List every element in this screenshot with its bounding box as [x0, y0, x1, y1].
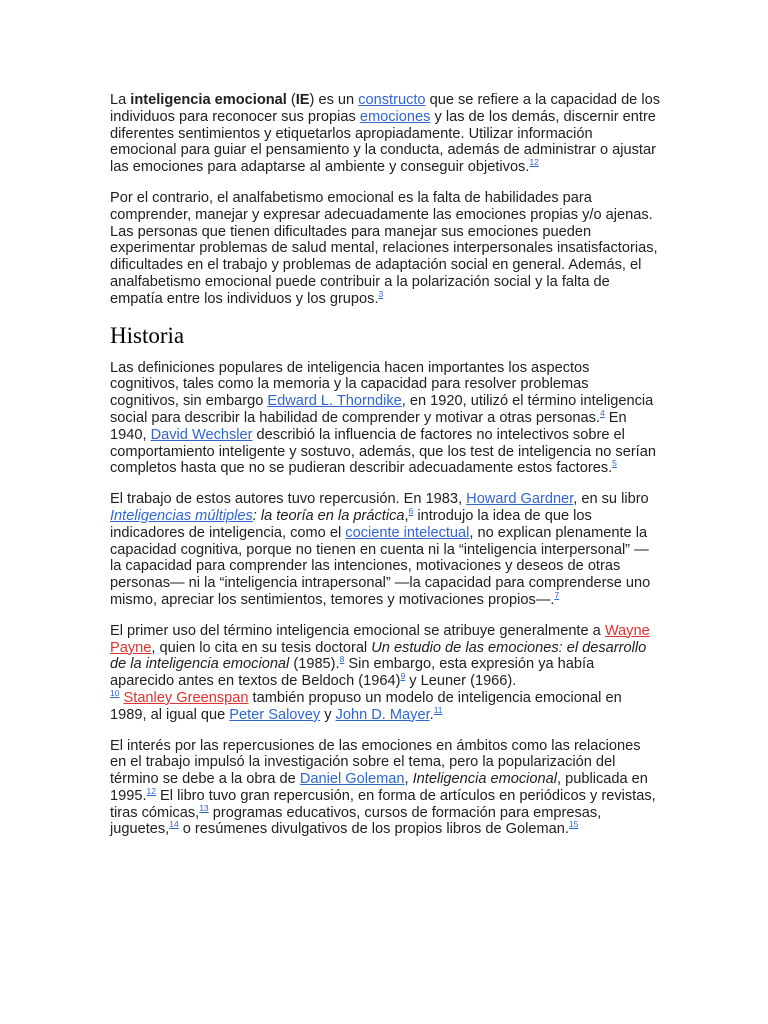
text: o resúmenes divulgativos de los propios libros de Goleman. — [178, 821, 569, 838]
text: : la teoría en la práctica — [252, 507, 405, 524]
paragraph-analfabetismo — [110, 190, 660, 308]
reference-link[interactable]: 15 — [568, 819, 579, 830]
link-cociente-intelectual[interactable]: cociente intelectual — [345, 524, 470, 541]
link-john-mayer[interactable]: John D. Mayer — [335, 706, 430, 723]
book-title: Inteligencia emocional — [412, 771, 558, 788]
link-wayne-payne[interactable]: Wayne Payne — [110, 622, 650, 656]
link-daniel-goleman[interactable]: Daniel Goleman — [299, 771, 405, 788]
text: introdujo la idea de que los indicadores de inteligencia, como el — [110, 507, 592, 541]
text: , en su libro — [573, 491, 649, 508]
text: Por el contrario, el analfabetismo emocional es la falta de habilidades para comprender, manejar y expresar adecuadamente las emociones propias y/o ajenas. Las personas que tienen dificultades para manejar sus emociones pueden experimentar problemas de salud mental, relaciones interpersonales insatisfactorias, dificultades en el trabajo y problemas de adaptación social en general. Además, el analfabetismo emocional puede contribuir a la polarización social y la falta de empatía entre los individuos y los grupos. — [110, 189, 658, 307]
paragraph-historia-4 — [110, 738, 660, 839]
paragraph-historia-3 — [110, 623, 660, 724]
reference-marker — [612, 458, 617, 468]
text: El interés por las repercusiones de las emociones en ámbitos como las relaciones en el trabajo impulsó la investigación sobre el tema, pero la popularización del término se debe a la obra de — [110, 737, 641, 788]
text: (1985). — [289, 656, 340, 673]
reference-link[interactable]: 6 — [408, 505, 414, 516]
text: y las de los demás, discernir entre diferentes sentimientos y etiquetarlos apropiadamente. Utilizar información emocional para guiar el pensamiento y la conducta, además de administrar o ajustar las emociones para adaptarse al ambiente y conseguir objetivos. — [110, 108, 656, 176]
text: , no explican plenamente la capacidad cognitiva, porque no tienen en cuenta ni la “inteligencia interpersonal” —la capacidad para comprender las intenciones, motivaciones y deseos de otras personas— ni la “inteligencia intrapersonal” —la capacidad para comprenderse uno mismo, apreciar los sentimientos, temores y motivaciones propios—. — [110, 524, 651, 608]
text: y Leuner (1966). — [405, 673, 517, 690]
text: , — [404, 507, 409, 524]
reference-marker — [199, 803, 208, 813]
reference-link[interactable]: 14 — [169, 819, 179, 830]
text: . — [429, 706, 434, 723]
link-inteligencias-multiples[interactable]: Inteligencias múltiples — [110, 507, 253, 524]
reference-link[interactable]: 10 — [110, 687, 120, 698]
link-peter-salovey[interactable]: Peter Salovey — [229, 706, 321, 723]
text: que se refiere a la capacidad de los individuos para reconocer sus propias — [110, 92, 661, 125]
text: , en 1920, utilizó el término inteligencia social para describir la habilidad de comprender y motivar a otras personas. — [110, 393, 654, 426]
text: La — [110, 92, 131, 108]
text: describió la influencia de factores no intelectivos sobre el comportamiento inteligente y sostuvo, además, que los test de inteligencia no serían completos hasta que no se pudieran describir adecuadamente estos factores. — [110, 426, 656, 477]
reference-marker — [147, 786, 156, 796]
reference-link[interactable]: 8 — [339, 654, 345, 665]
reference-link[interactable]: 7 — [554, 589, 560, 600]
book-title — [110, 508, 404, 524]
reference-link[interactable]: 5 — [612, 458, 617, 469]
text: Las definiciones populares de inteligencia hacen importantes los aspectos cognitivos, tales como la memoria y la capacidad para resolver problemas cognitivos, sin embargo — [110, 359, 590, 410]
link-thorndike[interactable]: Edward L. Thorndike — [267, 393, 402, 410]
reference-marker — [169, 819, 178, 829]
reference-link[interactable]: 13 — [199, 802, 209, 813]
reference-marker — [569, 819, 578, 829]
reference-link[interactable]: 9 — [400, 671, 406, 682]
article-body — [110, 92, 660, 852]
reference-link[interactable]: 12 — [146, 785, 156, 796]
text: , quien lo cita en su tesis doctoral — [151, 639, 372, 656]
reference-marker — [554, 590, 559, 600]
text: también propuso un modelo de inteligencia emocional en 1989, al igual que — [110, 689, 622, 723]
text: En 1940, — [110, 409, 627, 443]
link-stanley-greenspan[interactable]: Stanley Greenspan — [123, 689, 249, 706]
paragraph-historia-1 — [110, 360, 660, 478]
text: Sin embargo, esta expresión ya había aparecido antes en textos de Beldoch (1964) — [110, 656, 595, 690]
reference-link[interactable]: 3 — [378, 288, 384, 299]
reference-marker — [529, 157, 538, 167]
reference-marker — [434, 705, 443, 715]
text: , publicada en 1995. — [110, 771, 648, 804]
link-constructo[interactable]: constructo — [358, 92, 426, 108]
text: ) es un — [309, 92, 359, 108]
reference-link[interactable]: 4 — [599, 407, 605, 418]
link-gardner[interactable]: Howard Gardner — [466, 491, 574, 508]
bold-term: inteligencia emocional — [130, 92, 287, 108]
reference-link[interactable]: 12 — [529, 157, 539, 168]
text: , — [404, 771, 413, 788]
link-wechsler[interactable]: David Wechsler — [150, 426, 253, 443]
reference-marker — [379, 289, 384, 299]
reference-link[interactable]: 11 — [433, 704, 443, 715]
text: El libro tuvo gran repercusión, en forma de artículos en periódicos y revistas, tiras cómicas, — [110, 787, 656, 821]
text: y — [320, 706, 336, 723]
link-emociones[interactable]: emociones — [359, 108, 431, 125]
thesis-title: Un estudio de las emociones: el desarrollo de la inteligencia emocional — [110, 639, 647, 673]
paragraph-intro — [110, 92, 660, 176]
section-heading-historia: Historia — [110, 322, 185, 348]
text: ( — [286, 92, 296, 108]
text: El primer uso del término inteligencia emocional se atribuye generalmente a — [110, 622, 605, 639]
text: El trabajo de estos autores tuvo repercusión. En 1983, — [110, 491, 467, 508]
bold-abbreviation: IE — [295, 92, 310, 108]
paragraph-historia-2 — [110, 491, 660, 609]
text: programas educativos, cursos de formación para empresas, juguetes, — [110, 804, 602, 838]
